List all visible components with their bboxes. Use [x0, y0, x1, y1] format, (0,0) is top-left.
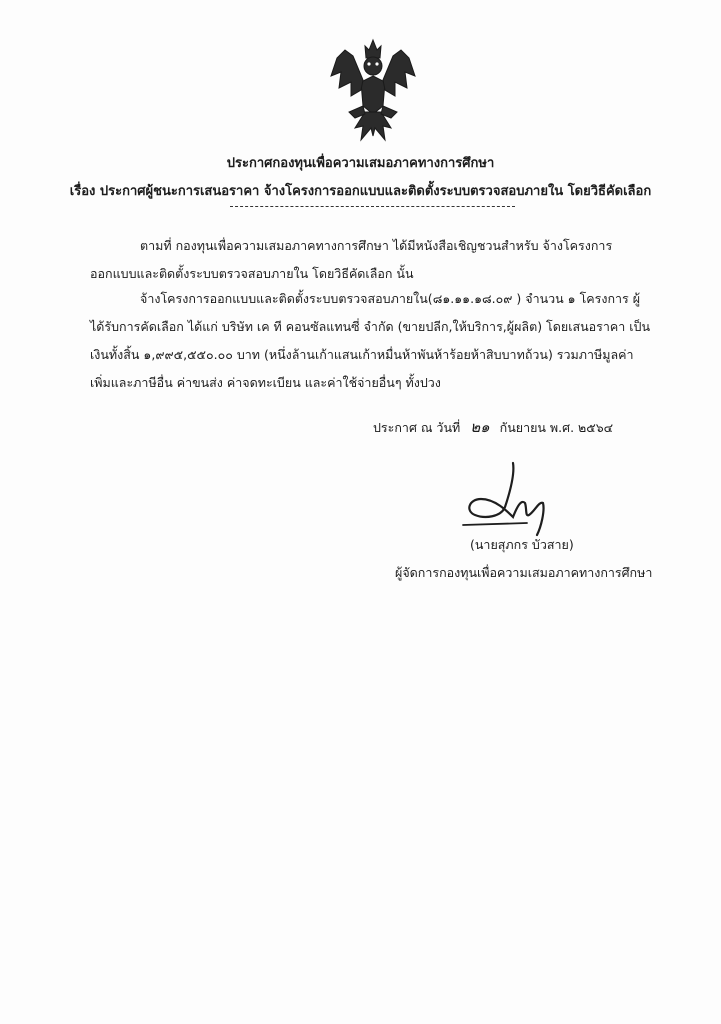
- paragraph-intro: [90, 232, 650, 288]
- paragraph-winner-text: จ้างโครงการออกแบบและติดตั้งระบบตรวจสอบภายใน(๘๑.๑๑.๑๘.๐๙ ) จำนวน ๑ โครงการ ผู้ได้รับการคัดเลือก ได้แก่ บริษัท เค ที คอนซัลแทนซี่ จำกัด (ขายปลีก,ให้บริการ,ผู้ผลิต) โดยเสนอราคา เป็นเงินทั้งสิ้น ๑,๙๙๕,๕๕๐.๐๐ บาท (หนึ่งล้านเก้าแสนเก้าหมื่นห้าพันห้าร้อยห้าสิบบาทถ้วน) รวมภาษีมูลค่าเพิ่มและภาษีอื่น ค่าขนส่ง ค่าจดทะเบียน และค่าใช้จ่ายอื่นๆ ทั้งปวง: [90, 291, 650, 390]
- paragraph-intro-text: ตามที่ กองทุนเพื่อความเสมอภาคทางการศึกษา ได้มีหนังสือเชิญชวนสำหรับ จ้างโครงการออกแบบและติดตั้งระบบตรวจสอบภายใน โดยวิธีคัดเลือก นั้น: [90, 238, 613, 281]
- garuda-emblem-icon: [325, 36, 421, 144]
- date-prefix: ประกาศ ณ วันที่: [373, 420, 461, 435]
- announcement-subject: เรื่อง ประกาศผู้ชนะการเสนอราคา จ้างโครงการออกแบบและติดตั้งระบบตรวจสอบภายใน โดยวิธีคัดเลือก: [69, 184, 652, 199]
- separator-rule: [230, 206, 515, 207]
- date-day: ๒๑: [470, 418, 490, 436]
- paragraph-winner: [90, 285, 650, 397]
- signatory-name: (นายสุภกร บัวสาย): [470, 537, 574, 552]
- date-month-year: กันยายน พ.ศ. ๒๕๖๔: [499, 420, 614, 435]
- announcement-date: [373, 415, 613, 439]
- signatory-position: ผู้จัดการกองทุนเพื่อความเสมอภาคทางการศึกษา: [395, 565, 653, 580]
- agency-title: ประกาศกองทุนเพื่อความเสมอภาคทางการศึกษา: [226, 156, 495, 171]
- handwritten-signature: [455, 455, 565, 545]
